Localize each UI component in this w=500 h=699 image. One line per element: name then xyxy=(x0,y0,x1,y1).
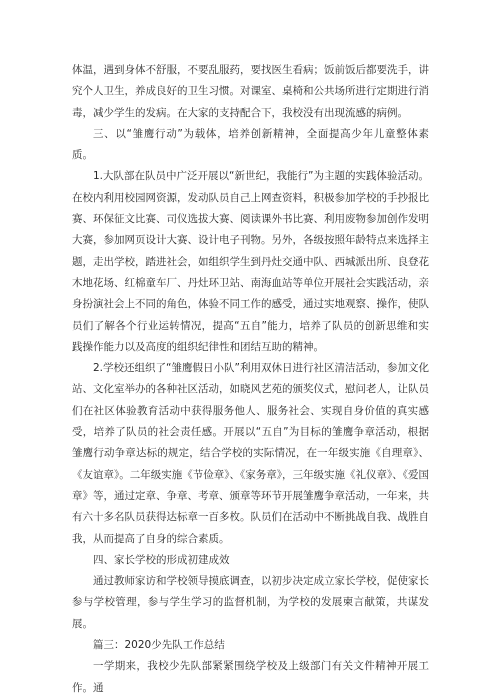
paragraph-item-1: 1.大队部在队员中广泛开展以“新世纪，我能行”为主题的实践体验活动。在校内利用校园网资源，发动队员自己上网查资料，积极参加学校的手抄报比赛、环保征文比赛、司仪选拔大赛、阅读课外书比赛、利用废物参加创作发明大赛，参加网页设计大赛、设计电子刊物。另外，各级按照年龄特点来选择主题，走出学校，踏进社会，如组织学生到丹灶交通中队、西城派出所、良登花木地花场、红棉童车厂、丹灶环卫站、南海血站等单位开展社会实践活动，亲身扮演社会上不同的角色，体验不同工作的感受，通过实地观察、操作，使队员们了解各个行业运转情况，提高“五自”能力，培养了队员的创新思维和实践操作能力以及高度的组织纪律性和团结互助的精神。 xyxy=(72,170,429,353)
paragraph-hygiene: 体温，遇到身体不舒服，不要乱服药，要找医生看病；饭前饭后都要洗手，讲究个人卫生，养成良好的卫生习惯。对课室、桌椅和公共场所进行定期进行消毒，减少学生的发病。在大家的支持配合下，我校没有出现流感的病例。 xyxy=(72,64,429,119)
article-title: 篇三：2020少先队工作总结 xyxy=(93,639,225,652)
paragraph-intro: 一学期来，我校少先队部紧紧围绕学校及上级部门有关文件精神开展工作。通 xyxy=(72,660,429,694)
section-heading-4: 四、家长学校的形成初建成效 xyxy=(93,553,230,566)
section-heading-3: 三、以“雏鹰行动”为载体，培养创新精神，全面提高少年儿童整体素质。 xyxy=(72,127,429,162)
document-body xyxy=(72,60,429,699)
paragraph-item-2: 2.学校还组织了“雏鹰假日小队”利用双休日进行社区清洁活动，参加文化站、文化室举办的各种社区活动，如晓风艺苑的颁奖仪式，慰问老人，让队员们在社区体验教育活动中获得服务他人、服务社会、实现自身价值的真实感受，培养了队员的社会责任感。开展以“五自”为目标的雏鹰争章活动，根据雏鹰行动争章达标的规定，结合学校的实际情况，在一年级实施《自理章》、《友谊章》。二年级实施《节俭章》、《家务章》，三年级实施《礼仪章》、《爱国章》等，通过定章、争章、考章、颁章等环节开展雏鹰争章活动，一年来，共有六十多名队员获得达标章一百多枚。队员们在活动中不断挑战自我、战胜自我，从而提高了自身的综合素质。 xyxy=(72,362,429,545)
paragraph-parent-school: 通过教师家访和学校领导摸底调查，以初步决定成立家长学校，促使家长参与学校管理，参与学生学习的监督机制，为学校的发展柬言献策，共谋发展。 xyxy=(72,575,429,630)
